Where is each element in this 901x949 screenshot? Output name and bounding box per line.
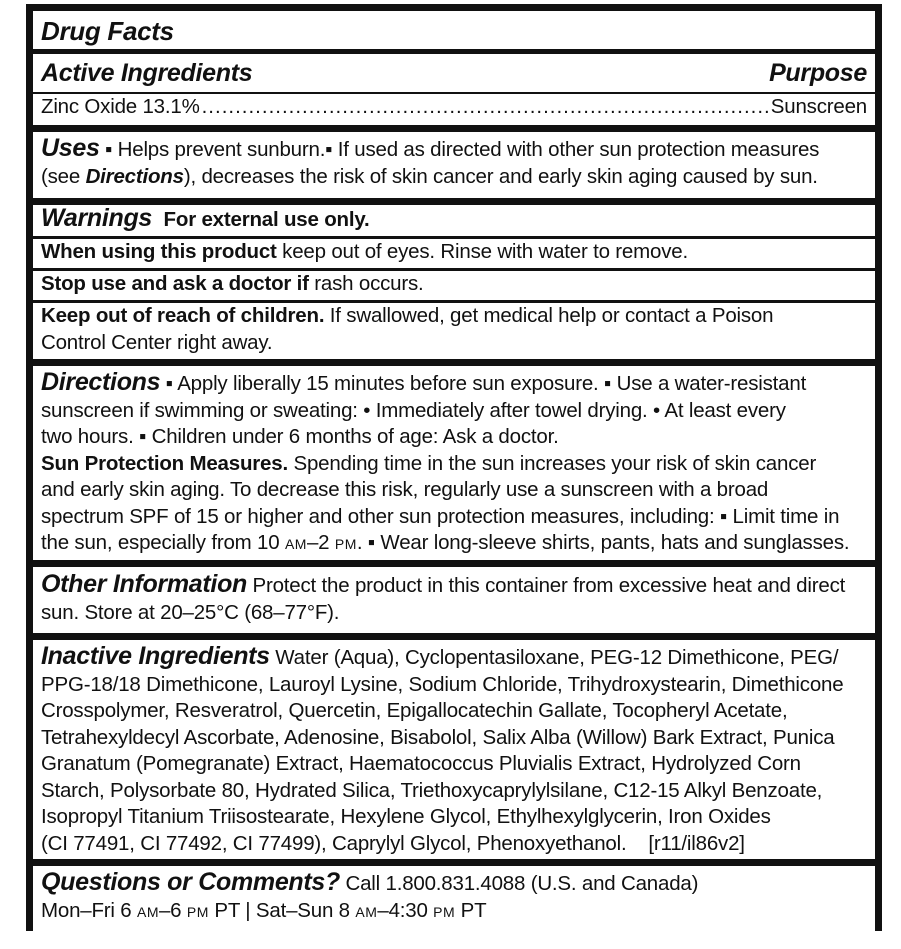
page-title: Drug Facts — [41, 16, 174, 46]
keep-out-text-2: Control Center right away. — [41, 330, 273, 354]
uses-section — [33, 132, 875, 205]
uses-line-2a: (see — [41, 164, 86, 188]
inactive-line-3: Crosspolymer, Resveratrol, Quercetin, Epigallocatechin Gallate, Tocopheryl Acetate, — [41, 699, 788, 722]
directions-line-1: ▪ Apply liberally 15 minutes before sun exposure. ▪ Use a water-resistant — [160, 372, 807, 395]
q-2e: PT — [455, 898, 487, 922]
questions-line-2 — [41, 898, 867, 926]
inactive-ingredients-heading: Inactive Ingredients — [41, 642, 270, 670]
warnings-section — [33, 205, 875, 366]
keep-out-label: Keep out of reach of children. — [41, 304, 325, 327]
directions-line-3: two hours. ▪ Children under 6 months of age: Ask a doctor. — [41, 425, 559, 448]
uses-directions-ref: Directions — [85, 164, 184, 188]
warning-keep-out — [33, 303, 875, 356]
inactive-ingredients-section — [33, 640, 875, 866]
questions-line-1: Call 1.800.831.4088 (U.S. and Canada) — [340, 872, 699, 895]
leader-dots — [202, 94, 769, 121]
stop-use-text: rash occurs. — [308, 272, 424, 295]
warning-when-using — [33, 239, 875, 271]
inactive-line-8: (CI 77491, CI 77492, CI 77499), Caprylyl Glycol, Phenoxyethanol. [r11/il86v2] — [41, 831, 745, 855]
directions-line-2: sunscreen if swimming or sweating: • Immediately after towel drying. • At least every — [41, 398, 786, 422]
when-using-text: keep out of eyes. Rinse with water to remove. — [276, 240, 688, 263]
q-am2: AM — [355, 903, 378, 920]
sun-protection-line-3: spectrum SPF of 15 or higher and other sun protection measures, including: ▪ Limit time in — [41, 504, 840, 528]
active-ingredient-purpose: Sunscreen — [770, 95, 867, 118]
warning-stop-use — [33, 271, 875, 303]
drug-facts-panel — [26, 4, 882, 931]
spm-4a: the sun, especially from 10 — [41, 531, 285, 554]
spm-pm: PM — [334, 536, 357, 552]
inactive-line-7: Isopropyl Titanium Triisostearate, Hexylene Glycol, Ethylhexylglycerin, Iron Oxides — [41, 805, 771, 828]
other-information-heading: Other Information — [41, 570, 248, 598]
title-section — [33, 11, 875, 54]
q-pm1: PM — [186, 903, 209, 920]
active-ingredient-row — [33, 92, 875, 121]
active-ingredient-name: Zinc Oxide 13.1% — [41, 95, 200, 118]
q-2d: –4:30 — [377, 898, 434, 922]
warnings-heading: Warnings — [41, 204, 153, 232]
q-am1: AM — [136, 903, 159, 920]
directions-section — [33, 366, 875, 567]
uses-line-1: ▪ Helps prevent sunburn.▪ If used as directed with other sun protection measures — [99, 138, 820, 161]
inactive-line-5: Granatum (Pomegranate) Extract, Haematococcus Pluvialis Extract, Hydrolyzed Corn — [41, 752, 801, 775]
inactive-line-4: Tetrahexyldecyl Ascorbate, Adenosine, Bisabolol, Salix Alba (Willow) Bark Extract, Punica — [41, 725, 835, 749]
spm-4c: . ▪ Wear long-sleeve shirts, pants, hats and sunglasses. — [356, 531, 850, 554]
active-ingredients-heading: Active Ingredients — [41, 58, 253, 87]
sun-protection-line-1: Spending time in the sun increases your risk of skin cancer — [287, 451, 817, 475]
other-information-section — [33, 567, 875, 640]
directions-heading: Directions — [41, 368, 161, 396]
inactive-line-2: PPG-18/18 Dimethicone, Lauroyl Lysine, Sodium Chloride, Trihydroxystearin, Dimethicone — [41, 672, 844, 696]
uses-heading: Uses — [41, 134, 100, 162]
warnings-external: For external use only. — [163, 208, 370, 231]
purpose-heading: Purpose — [769, 58, 867, 87]
spm-am: AM — [284, 536, 307, 552]
active-ingredients-section — [33, 54, 875, 132]
q-2b: –6 — [158, 898, 187, 922]
keep-out-text-1: If swallowed, get medical help or contact a Poison — [324, 304, 774, 327]
sun-protection-label: Sun Protection Measures. — [41, 451, 288, 475]
q-2a: Mon–Fri 6 — [41, 898, 137, 922]
spm-4b: –2 — [306, 531, 335, 554]
questions-heading: Questions or Comments? — [41, 868, 340, 896]
q-pm2: PM — [433, 903, 456, 920]
questions-section — [33, 866, 875, 949]
q-2c: PT | Sat–Sun 8 — [208, 898, 356, 922]
stop-use-label: Stop use and ask a doctor if — [41, 272, 309, 295]
inactive-line-1: Water (Aqua), Cyclopentasiloxane, PEG-12 Dimethicone, PEG/ — [269, 646, 839, 669]
sun-protection-line-2: and early skin aging. To decrease this risk, regularly use a sunscreen with a broad — [41, 478, 769, 501]
uses-line-2c: ), decreases the risk of skin cancer and early skin aging caused by sun. — [183, 164, 818, 188]
sun-protection-line-4 — [41, 530, 867, 558]
inactive-line-6: Starch, Polysorbate 80, Hydrated Silica, Triethoxycaprylylsilane, C12-15 Alkyl Benzoate, — [41, 778, 823, 802]
other-line-2: sun. Store at 20–25°C (68–77°F). — [41, 600, 340, 624]
other-line-1: Protect the product in this container from excessive heat and direct — [247, 574, 846, 597]
when-using-label: When using this product — [41, 240, 277, 263]
